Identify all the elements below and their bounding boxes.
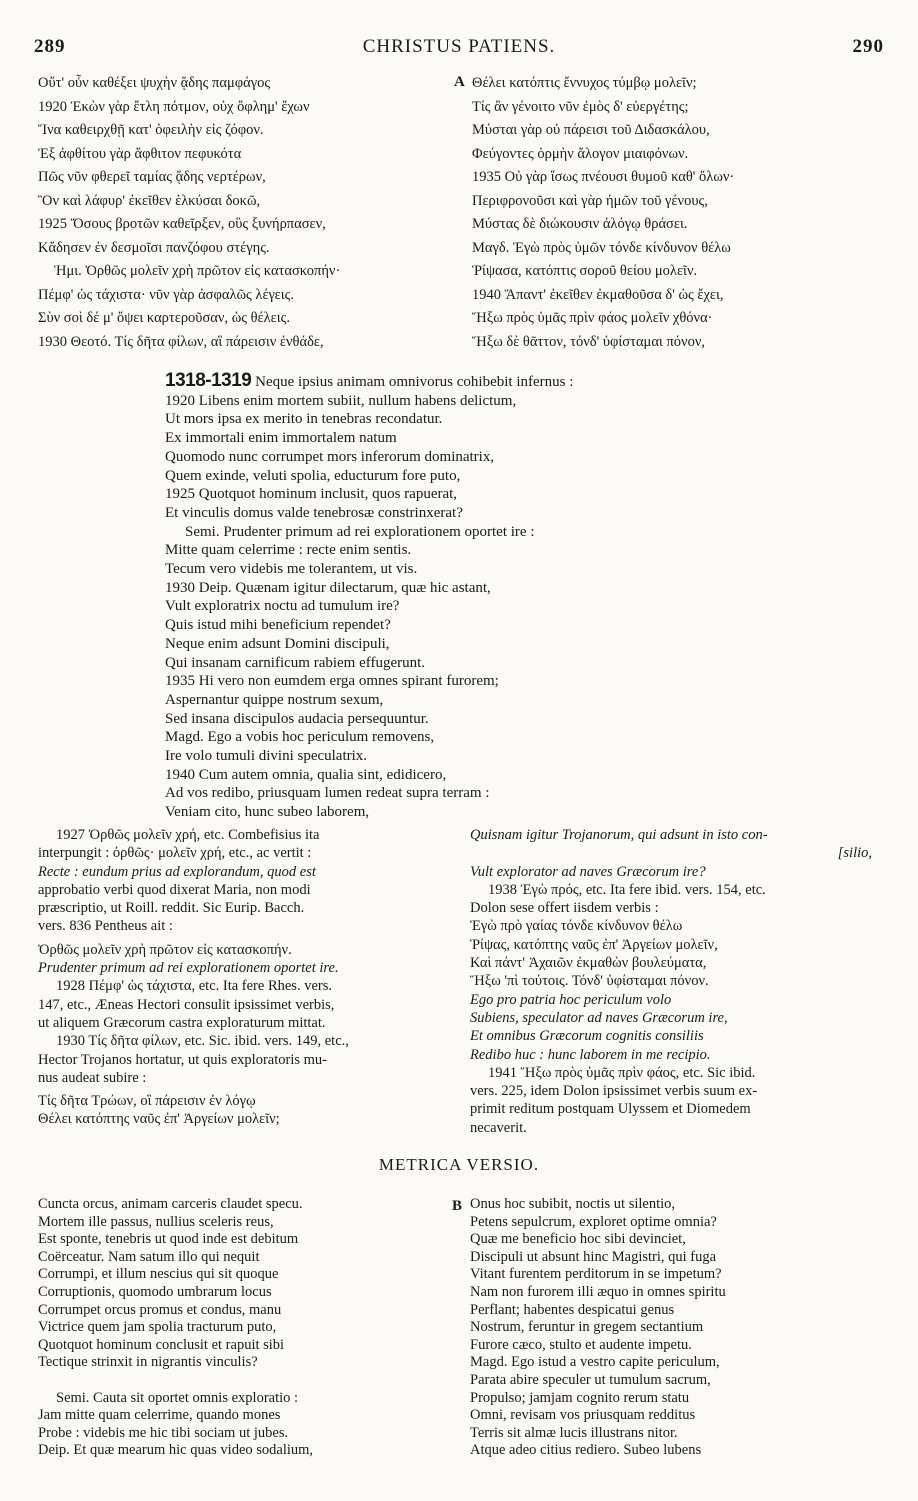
greek-line: 1920 Ἑκὼν γὰρ ἔτλη πότμον, οὐχ ὄφλημ' ἔχων xyxy=(38,98,310,115)
column-reference: 1318-1319 xyxy=(165,372,252,391)
note-line: vers. 836 Pentheus ait : xyxy=(38,918,173,935)
note-line: [silio, xyxy=(837,845,872,862)
greek-line: 1935 Οὐ γὰρ ἴσως πνέουσι θυμοῦ καθ' ὅλων· xyxy=(472,169,735,185)
page-number-right: 290 xyxy=(852,36,884,57)
latin-line: Ire volo tumuli divini speculatrix. xyxy=(165,748,368,765)
verse-line: Corrumpet orcus promus et condus, manu xyxy=(38,1301,282,1318)
verse-line: Jam mitte quam celerrime, quando mones xyxy=(38,1407,281,1424)
greek-line: Ἥξω πρὸς ὑμᾶς πρὶν φάος μολεῖν χθόνα· xyxy=(472,310,713,326)
greek-line: Πῶς νῦν φθερεῖ ταμίας ᾅδης νερτέρων, xyxy=(38,169,266,185)
note-line: Ego pro patria hoc periculum volo xyxy=(470,991,672,1008)
column-marker-b: B xyxy=(452,1198,463,1214)
greek-column-left xyxy=(38,72,453,354)
greek-line: Φεύγοντες ὁρμὴν ἄλογον μιαιφόνων. xyxy=(472,145,689,162)
greek-line: Σὺν σοὶ δέ μ' ὄψει καρτεροῦσαν, ὡς θέλεις. xyxy=(38,310,291,326)
latin-line: Quem exinde, veluti spolia, educturum fore puto, xyxy=(165,467,461,484)
page-number-left: 289 xyxy=(34,36,66,57)
verse-line: Quotquot hominum conclusit et rapuit sibi xyxy=(38,1336,285,1353)
verse-line: Tectique strinxit in nigrantis vinculis? xyxy=(38,1354,258,1371)
verse-line: Corrumpi, et illum nescius qui sit quoque xyxy=(38,1266,279,1283)
latin-line: Sed insana discipulos audacia persequuntur. xyxy=(165,710,429,727)
greek-line: Πέμφ' ὡς τάχιστα· νῦν γὰρ ἀσφαλῶς λέγεις. xyxy=(38,286,295,303)
verse-line: Parata abire speculer ut tumulum sacrum, xyxy=(470,1371,711,1388)
latin-line: 1920 Libens enim mortem subiit, nullum habens delictum, xyxy=(165,392,517,409)
greek-line: Ῥίψασα, κατόπτις σοροῦ θείου μολεῖν. xyxy=(472,263,698,279)
latin-line: Ex immortali enim immortalem natum xyxy=(165,430,397,447)
section-title: METRICA VERSIO. xyxy=(378,1155,540,1174)
latin-line: Aspernantur quippe nostrum sexum, xyxy=(165,691,384,708)
verse-line: Probe : videbis me hic tibi sociam ut jubes. xyxy=(38,1424,289,1441)
greek-line: Κἄδησεν ἐν δεσμοῖσι πανζόφου στέγης. xyxy=(38,239,270,256)
latin-line: Neque enim adsunt Domini discipuli, xyxy=(165,635,390,652)
greek-line: Μύστας δὲ διώκουσιν ἀλόγῳ θράσει. xyxy=(472,216,688,232)
verse-line: Victrice quem jam spolia tracturum puto, xyxy=(38,1319,277,1336)
greek-line: Μαγδ. Ἐγὼ πρὸς ὑμῶν τόνδε κίνδυνον θέλω xyxy=(472,239,731,256)
greek-line: Περιφρονοῦσι καὶ γὰρ ἡμῶν τοῦ γένους, xyxy=(472,192,708,209)
verse-line: Quæ me beneficio hoc sibi devinciet, xyxy=(470,1231,686,1248)
verse-line: Deip. Et quæ mearum hic quas video sodalium, xyxy=(38,1442,314,1459)
greek-line: Οὔτ' οὖν καθέξει ψυχὴν ᾅδης παμφάγος xyxy=(38,75,271,91)
note-line: Καὶ πάντ' Ἀχαιῶν ἐκμαθὼν βουλεύματα, xyxy=(470,955,707,972)
note-line: Prudenter primum ad rei explorationem oportet ire. xyxy=(38,960,339,977)
greek-line: 1940 Ἅπαντ' ἐκεῖθεν ἐκμαθοῦσα δ' ὡς ἔχει, xyxy=(472,286,724,303)
note-line: Et omnibus Græcorum cognitis consiliis xyxy=(470,1028,704,1045)
running-title: CHRISTUS PATIENS. xyxy=(362,36,556,57)
verse-line: Nam non furorem illi æquo in omnes spiritu xyxy=(470,1283,726,1300)
notes-column-right xyxy=(470,826,882,1137)
greek-line: Ἵνα καθειρχθῇ κατ' ὀφειλὴν εἰς ζόφον. xyxy=(38,122,264,138)
latin-line: Neque ipsius animam omnivorus cohibebit infernus : xyxy=(255,374,574,390)
greek-line: 1925 Ὅσους βροτῶν καθεῖρξεν, οὓς ξυνήρπασεν, xyxy=(38,216,326,232)
note-line: primit reditum postquam Ulyssem et Diomedem xyxy=(470,1101,751,1118)
note-line: 1938 Ἐγὼ πρός, etc. Ita fere ibid. vers. 154, etc. xyxy=(488,881,766,898)
verse-line: Vitant furentem perditorum in se impetum? xyxy=(470,1266,722,1283)
note-line: Redibo huc : hunc laborem in me recipio. xyxy=(470,1046,711,1063)
latin-translation xyxy=(165,372,825,822)
note-line: Ῥίψας, κατόπτης ναῦς ἐπ' Ἀργείων μολεῖν, xyxy=(470,936,718,953)
greek-column-right xyxy=(472,72,882,354)
verse-line: Propulso; jamjam cognito rerum statu xyxy=(470,1389,690,1406)
notes-column-left xyxy=(38,826,456,1129)
latin-line: Ad vos redibo, priusquam lumen redeat supra terram : xyxy=(165,785,490,802)
verse-line: Discipuli ut absunt hinc Magistri, qui fuga xyxy=(470,1248,717,1265)
latin-line: Quis istud mihi beneficium rependet? xyxy=(165,617,391,634)
note-line: Ἥξω 'πὶ τούτοις. Τόνδ' ὑφίσταμαι πόνον. xyxy=(470,973,709,990)
note-line: 1927 Ὀρθῶς μολεῖν χρή, etc. Combefisius ita xyxy=(56,827,320,843)
verse-gap xyxy=(38,1372,450,1390)
latin-line: 1925 Quotquot hominum inclusit, quos rapuerat, xyxy=(165,486,458,503)
verse-line: Nostrum, feruntur in gregem sectantium xyxy=(470,1319,704,1336)
greek-line: Ἡμι. Ὀρθῶς μολεῖν χρὴ πρῶτον εἰς κατασκοπήν· xyxy=(54,263,341,279)
note-line: Recte : eundum prius ad explorandum, quod est xyxy=(38,863,316,880)
note-line: interpungit : ὀρθῶς· μολεῖν χρή, etc., ac vertit : xyxy=(38,845,312,862)
note-line: 1928 Πέμφ' ὡς τάχιστα, etc. Ita fere Rhes. vers. xyxy=(56,978,332,995)
latin-line: Tecum vero videbis me tolerantem, ut vis. xyxy=(165,561,418,578)
verse-line: Magd. Ego istud a vestro capite periculum, xyxy=(470,1354,720,1371)
note-line: Τίς δῆτα Τρώων, οἳ πάρεισιν ἐν λόγῳ xyxy=(38,1093,256,1110)
metrica-column-left xyxy=(38,1196,450,1460)
latin-line: Mitte quam celerrime : recte enim sentis. xyxy=(165,542,412,559)
verse-line: Atque adeo citius rediero. Subeo lubens xyxy=(470,1442,702,1459)
latin-line: Et vinculis domus valde tenebrosæ constrinxerat? xyxy=(165,504,463,521)
latin-line: 1930 Deip. Quænam igitur dilectarum, quæ hic astant, xyxy=(165,579,491,596)
verse-line: Semi. Cauta sit oportet omnis exploratio : xyxy=(56,1389,299,1406)
greek-line: Ἥξω δὲ θᾶττον, τόνδ' ὑφίσταμαι πόνον, xyxy=(472,333,706,350)
note-line: Hector Trojanos hortatur, ut quis exploratoris mu- xyxy=(38,1051,327,1068)
note-line: Subiens, speculator ad naves Græcorum ire, xyxy=(470,1009,728,1026)
greek-line: Ὃν καὶ λάφυρ' ἐκεῖθεν ἑλκύσαι δοκῶ, xyxy=(38,192,261,209)
note-line: 147, etc., Æneas Hectori consulit ipsissimet verbis, xyxy=(38,996,335,1013)
latin-line: 1940 Cum autem omnia, qualia sint, edidicero, xyxy=(165,766,447,783)
verse-line: Onus hoc subibit, noctis ut silentio, xyxy=(470,1196,676,1212)
verse-line: Est sponte, tenebris ut quod inde est debitum xyxy=(38,1231,299,1248)
verse-line: Furore cæco, stulto et audente impetu. xyxy=(470,1336,692,1353)
note-line: ut aliquem Græcorum castra exploraturum mittat. xyxy=(38,1014,326,1031)
note-line: præscriptio, ut Roill. reddit. Sic Eurip. Bacch. xyxy=(38,900,305,917)
note-line: necaverit. xyxy=(470,1119,527,1136)
greek-line: Θέλει κατόπτις ἔννυχος τύμβῳ μολεῖν; xyxy=(472,75,697,91)
latin-line: Veniam cito, hunc subeo laborem, xyxy=(165,804,370,821)
note-line: Ὀρθῶς μολεῖν χρὴ πρῶτον εἰς κατασκοπήν. xyxy=(38,941,292,958)
latin-line: Ut mors ipsa ex merito in tenebras recondatur. xyxy=(165,411,443,428)
greek-line: Μύσται γὰρ οὐ πάρεισι τοῦ Διδασκάλου, xyxy=(472,122,710,138)
verse-line: Cuncta orcus, animam carceris claudet specu. xyxy=(38,1196,303,1212)
note-line: 1930 Τίς δῆτα φίλων, etc. Sic. ibid. vers. 149, etc., xyxy=(56,1033,349,1050)
note-line: vers. 225, idem Dolon ipsissimet verbis suum ex- xyxy=(470,1083,758,1100)
greek-line: 1930 Θεοτό. Τίς δῆτα φίλων, αἳ πάρεισιν ἐνθάδε, xyxy=(38,333,324,350)
note-line: approbatio verbi quod dixerat Maria, non modi xyxy=(38,881,311,898)
verse-line: Coërceatur. Nam satum illo qui nequit xyxy=(38,1248,260,1265)
note-line: Ἐγὼ πρὸ γαίας τόνδε κίνδυνον θέλω xyxy=(470,918,683,935)
verse-line: Perflant; habentes despicatui genus xyxy=(470,1301,675,1318)
note-line: Vult explorator ad naves Græcorum ire? xyxy=(470,863,706,880)
column-marker-a: A xyxy=(454,74,465,90)
greek-line: Ἐξ ἀφθίτου γὰρ ἄφθιτον πεφυκότα xyxy=(38,145,242,162)
note-line: Θέλει κατόπτης ναῦς ἐπ' Ἀργείων μολεῖν; xyxy=(38,1111,280,1128)
verse-line: Petens sepulcrum, exploret optime omnia? xyxy=(470,1213,717,1230)
latin-line: 1935 Hi vero non eumdem erga omnes spirant furorem; xyxy=(165,673,499,690)
latin-line: Magd. Ego a vobis hoc periculum removens, xyxy=(165,729,435,746)
verse-line: Mortem ille passus, nullius sceleris reus, xyxy=(38,1213,274,1230)
note-line: Quisnam igitur Trojanorum, qui adsunt in isto con- xyxy=(470,827,768,843)
verse-line: Terris sit almæ lucis illustrans nitor. xyxy=(470,1424,678,1441)
note-line: Dolon sese offert iisdem verbis : xyxy=(470,900,659,917)
metrica-column-right xyxy=(470,1196,882,1460)
latin-line: Semi. Prudenter primum ad rei explorationem oportet ire : xyxy=(185,523,535,540)
latin-line: Qui insanam carnificum rabiem effugerunt. xyxy=(165,654,426,671)
verse-line: Corruptionis, quomodo umbrarum locus xyxy=(38,1283,272,1300)
note-line: nus audeat subire : xyxy=(38,1069,147,1086)
latin-line: Vult exploratrix noctu ad tumulum ire? xyxy=(165,598,400,615)
greek-line: Τίς ἂν γένοιτο νῦν ἐμὸς δ' εὐεργέτης; xyxy=(472,98,689,115)
page-header xyxy=(30,36,888,60)
note-line: 1941 Ἥξω πρὸς ὑμᾶς πρὶν φάος, etc. Sic ibid. xyxy=(488,1064,756,1081)
verse-line: Omni, revisam vos priusquam redditus xyxy=(470,1407,696,1424)
latin-line: Quomodo nunc corrumpet mors inferorum dominatrix, xyxy=(165,448,495,465)
